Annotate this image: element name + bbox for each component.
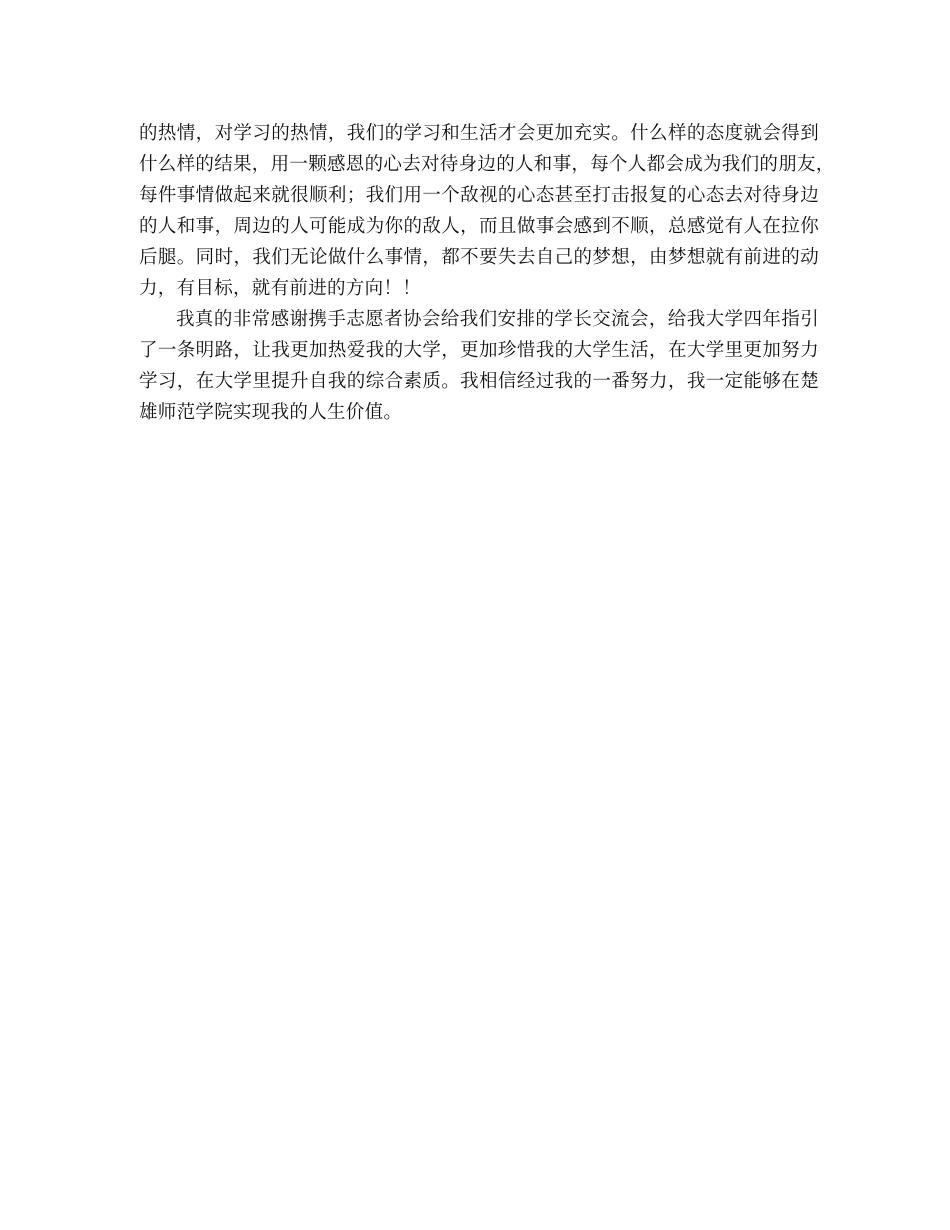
paragraph-1-line-2: 什么样的结果，用一颗感恩的心去对待身边的人和事，每个人都会成为我们的朋友， — [139, 154, 835, 175]
paragraph-1 — [139, 118, 835, 304]
paragraph-1-line-1: 的热情，对学习的热情，我们的学习和生活才会更加充实。什么样的态度就会得到 — [139, 123, 819, 144]
paragraph-1-line-5: 后腿。同时，我们无论做什么事情，都不要失去自己的梦想，由梦想就有前进的动 — [139, 247, 819, 268]
paragraph-2 — [139, 304, 819, 428]
paragraph-2-line-1: 我真的非常感谢携手志愿者协会给我们安排的学长交流会，给我大学四年指引 — [176, 309, 819, 330]
document-body — [139, 118, 835, 428]
paragraph-1-line-4: 的人和事，周边的人可能成为你的敌人，而且做事会感到不顺，总感觉有人在拉你 — [139, 216, 819, 237]
paragraph-1-line-6: 力，有目标，就有前进的方向！！ — [139, 278, 422, 299]
paragraph-2-line-4: 雄师范学院实现我的人生价值。 — [139, 402, 403, 423]
paragraph-2-line-3: 学习，在大学里提升自我的综合素质。我相信经过我的一番努力，我一定能够在楚 — [139, 371, 819, 392]
paragraph-2-line-2: 了一条明路，让我更加热爱我的大学，更加珍惜我的大学生活，在大学里更加努力 — [139, 340, 819, 361]
paragraph-1-line-3: 每件事情做起来就很顺利；我们用一个敌视的心态甚至打击报复的心态去对待身边 — [139, 185, 819, 206]
